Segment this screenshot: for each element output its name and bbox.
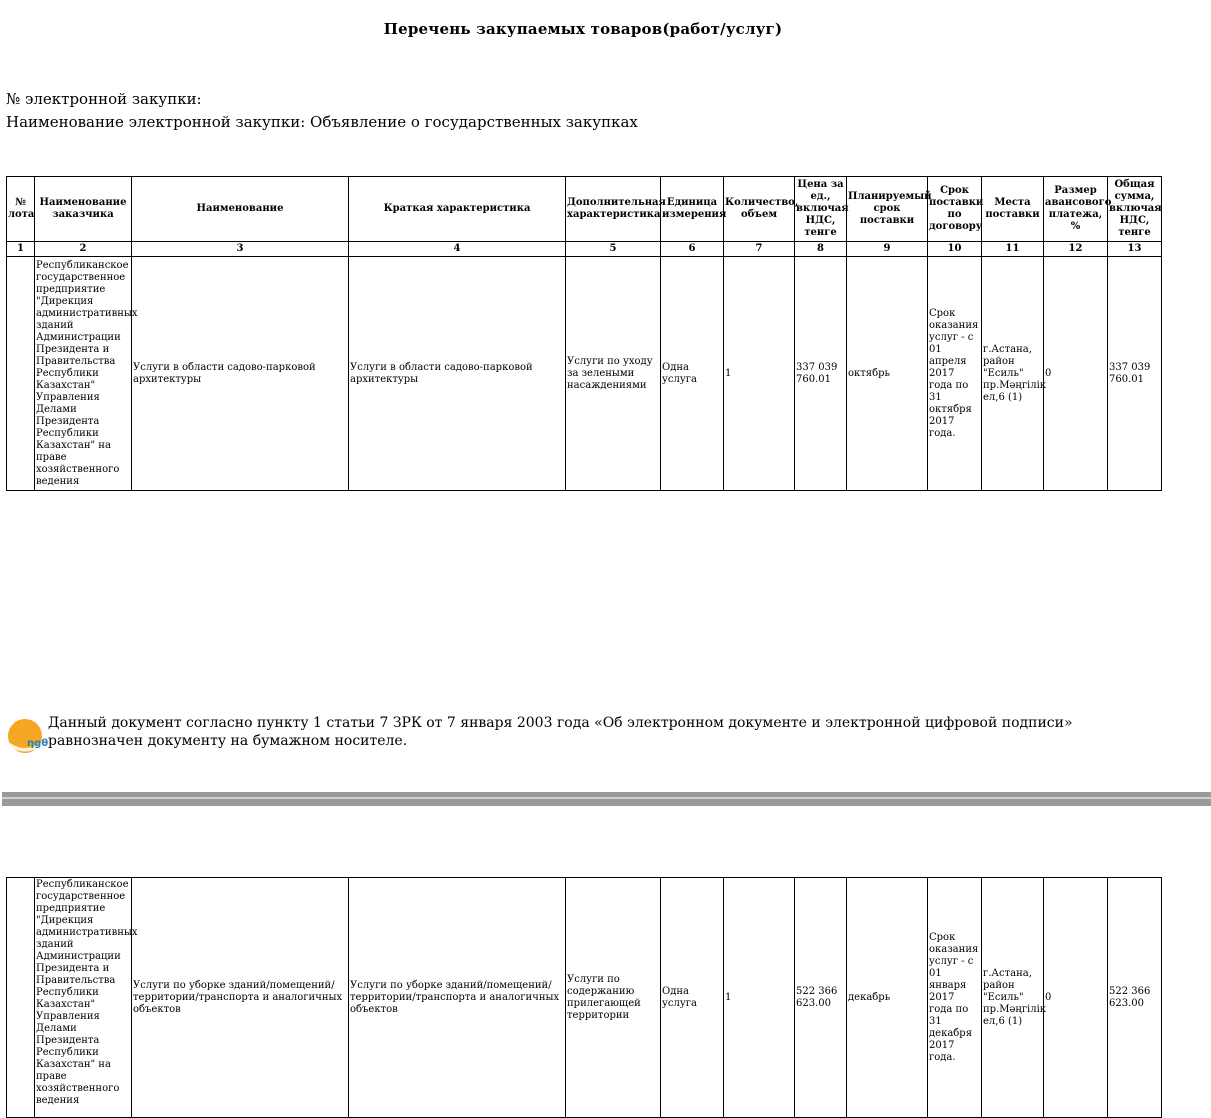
price-cell: 337 039 760.01	[795, 257, 847, 491]
lot-cell	[7, 878, 35, 1118]
column-number: 4	[349, 242, 566, 257]
procurement-table-continued	[6, 877, 1162, 1118]
page-title: Перечень закупаемых товаров(работ/услуг)	[383, 20, 783, 38]
name-cell: Услуги по уборке зданий/помещений/территории/транспорта и аналогичных объектов	[132, 878, 349, 1118]
header-cell: Размер авансового платежа, %	[1044, 177, 1108, 242]
name-cell: Услуги в области садово-парковой архитектуры	[132, 257, 349, 491]
delivery-place-cell: г.Астана, район "Есиль" пр.Мәңгілік ел,6 (1)	[982, 878, 1044, 1118]
column-number: 6	[661, 242, 724, 257]
notice-text: Данный документ согласно пункту 1 статьи 7 ЗРК от 7 января 2003 года «Об электронном документе и электронной цифровой подписи» равнозначен документу на бумажном носителе.	[48, 715, 1073, 749]
table-row	[7, 257, 1162, 491]
price-cell: 522 366 623.00	[795, 878, 847, 1118]
procurement-name-label: Наименование электронной закупки: Объявление о государственных закупках	[6, 113, 638, 131]
contract-term-cell: Срок оказания услуг - с 01 января 2017 года по 31 декабря 2017 года.	[928, 878, 982, 1118]
column-number: 13	[1108, 242, 1162, 257]
unit-cell: Одна услуга	[661, 878, 724, 1118]
procurement-number-label: № электронной закупки:	[6, 90, 202, 108]
column-number: 2	[35, 242, 132, 257]
header-cell: Наименование	[132, 177, 349, 242]
total-cell: 337 039 760.01	[1108, 257, 1162, 491]
column-number: 12	[1044, 242, 1108, 257]
header-cell: Дополнительная характеристика	[566, 177, 661, 242]
header-cell: Цена за ед., включая НДС, тенге	[795, 177, 847, 242]
header-cell: Места поставки	[982, 177, 1044, 242]
procurement-table	[6, 176, 1162, 491]
contract-term-cell: Срок оказания услуг - с 01 апреля 2017 года по 31 октября 2017 года.	[928, 257, 982, 491]
column-number-row	[7, 242, 1162, 257]
header-cell: Единица измерения	[661, 177, 724, 242]
quantity-cell: 1	[724, 878, 795, 1118]
customer-cell: Республиканское государственное предприятие "Дирекция административных зданий Администрации Президента и Правительства Республики Казахстан" Управления Делами Президента Республики Казахстан" на праве хозяйственного ведения	[35, 878, 132, 1118]
page-separator	[2, 792, 1211, 806]
table-row	[7, 878, 1162, 1118]
header-cell: Наименование заказчика	[35, 177, 132, 242]
column-number: 10	[928, 242, 982, 257]
legal-notice	[6, 714, 1166, 750]
additional-description-cell: Услуги по уходу за зелеными насаждениями	[566, 257, 661, 491]
egov-seal-icon	[6, 716, 49, 754]
total-cell: 522 366 623.00	[1108, 878, 1162, 1118]
column-number: 8	[795, 242, 847, 257]
quantity-cell: 1	[724, 257, 795, 491]
svg-text:ηgθ: ηgθ	[27, 738, 49, 749]
header-cell: Планируемый срок поставки	[847, 177, 928, 242]
short-description-cell: Услуги по уборке зданий/помещений/территории/транспорта и аналогичных объектов	[349, 878, 566, 1118]
column-number: 3	[132, 242, 349, 257]
table-header-row	[7, 177, 1162, 242]
customer-cell: Республиканское государственное предприятие "Дирекция административных зданий Администрации Президента и Правительства Республики Казахстан" Управления Делами Президента Республики Казахстан" на праве хозяйственного ведения	[35, 257, 132, 491]
advance-cell: 0	[1044, 878, 1108, 1118]
column-number: 7	[724, 242, 795, 257]
header-cell: Краткая характеристика	[349, 177, 566, 242]
header-cell: Количество, объем	[724, 177, 795, 242]
column-number: 9	[847, 242, 928, 257]
column-number: 11	[982, 242, 1044, 257]
lot-cell	[7, 257, 35, 491]
short-description-cell: Услуги в области садово-парковой архитектуры	[349, 257, 566, 491]
unit-cell: Одна услуга	[661, 257, 724, 491]
column-number: 1	[7, 242, 35, 257]
planned-term-cell: декабрь	[847, 878, 928, 1118]
planned-term-cell: октябрь	[847, 257, 928, 491]
header-cell: № лота	[7, 177, 35, 242]
column-number: 5	[566, 242, 661, 257]
advance-cell: 0	[1044, 257, 1108, 491]
header-cell: Срок поставки по договору	[928, 177, 982, 242]
additional-description-cell: Услуги по содержанию прилегающей территории	[566, 878, 661, 1118]
header-cell: Общая сумма, включая НДС, тенге	[1108, 177, 1162, 242]
delivery-place-cell: г.Астана, район "Есиль" пр.Мәңгілік ел,6 (1)	[982, 257, 1044, 491]
